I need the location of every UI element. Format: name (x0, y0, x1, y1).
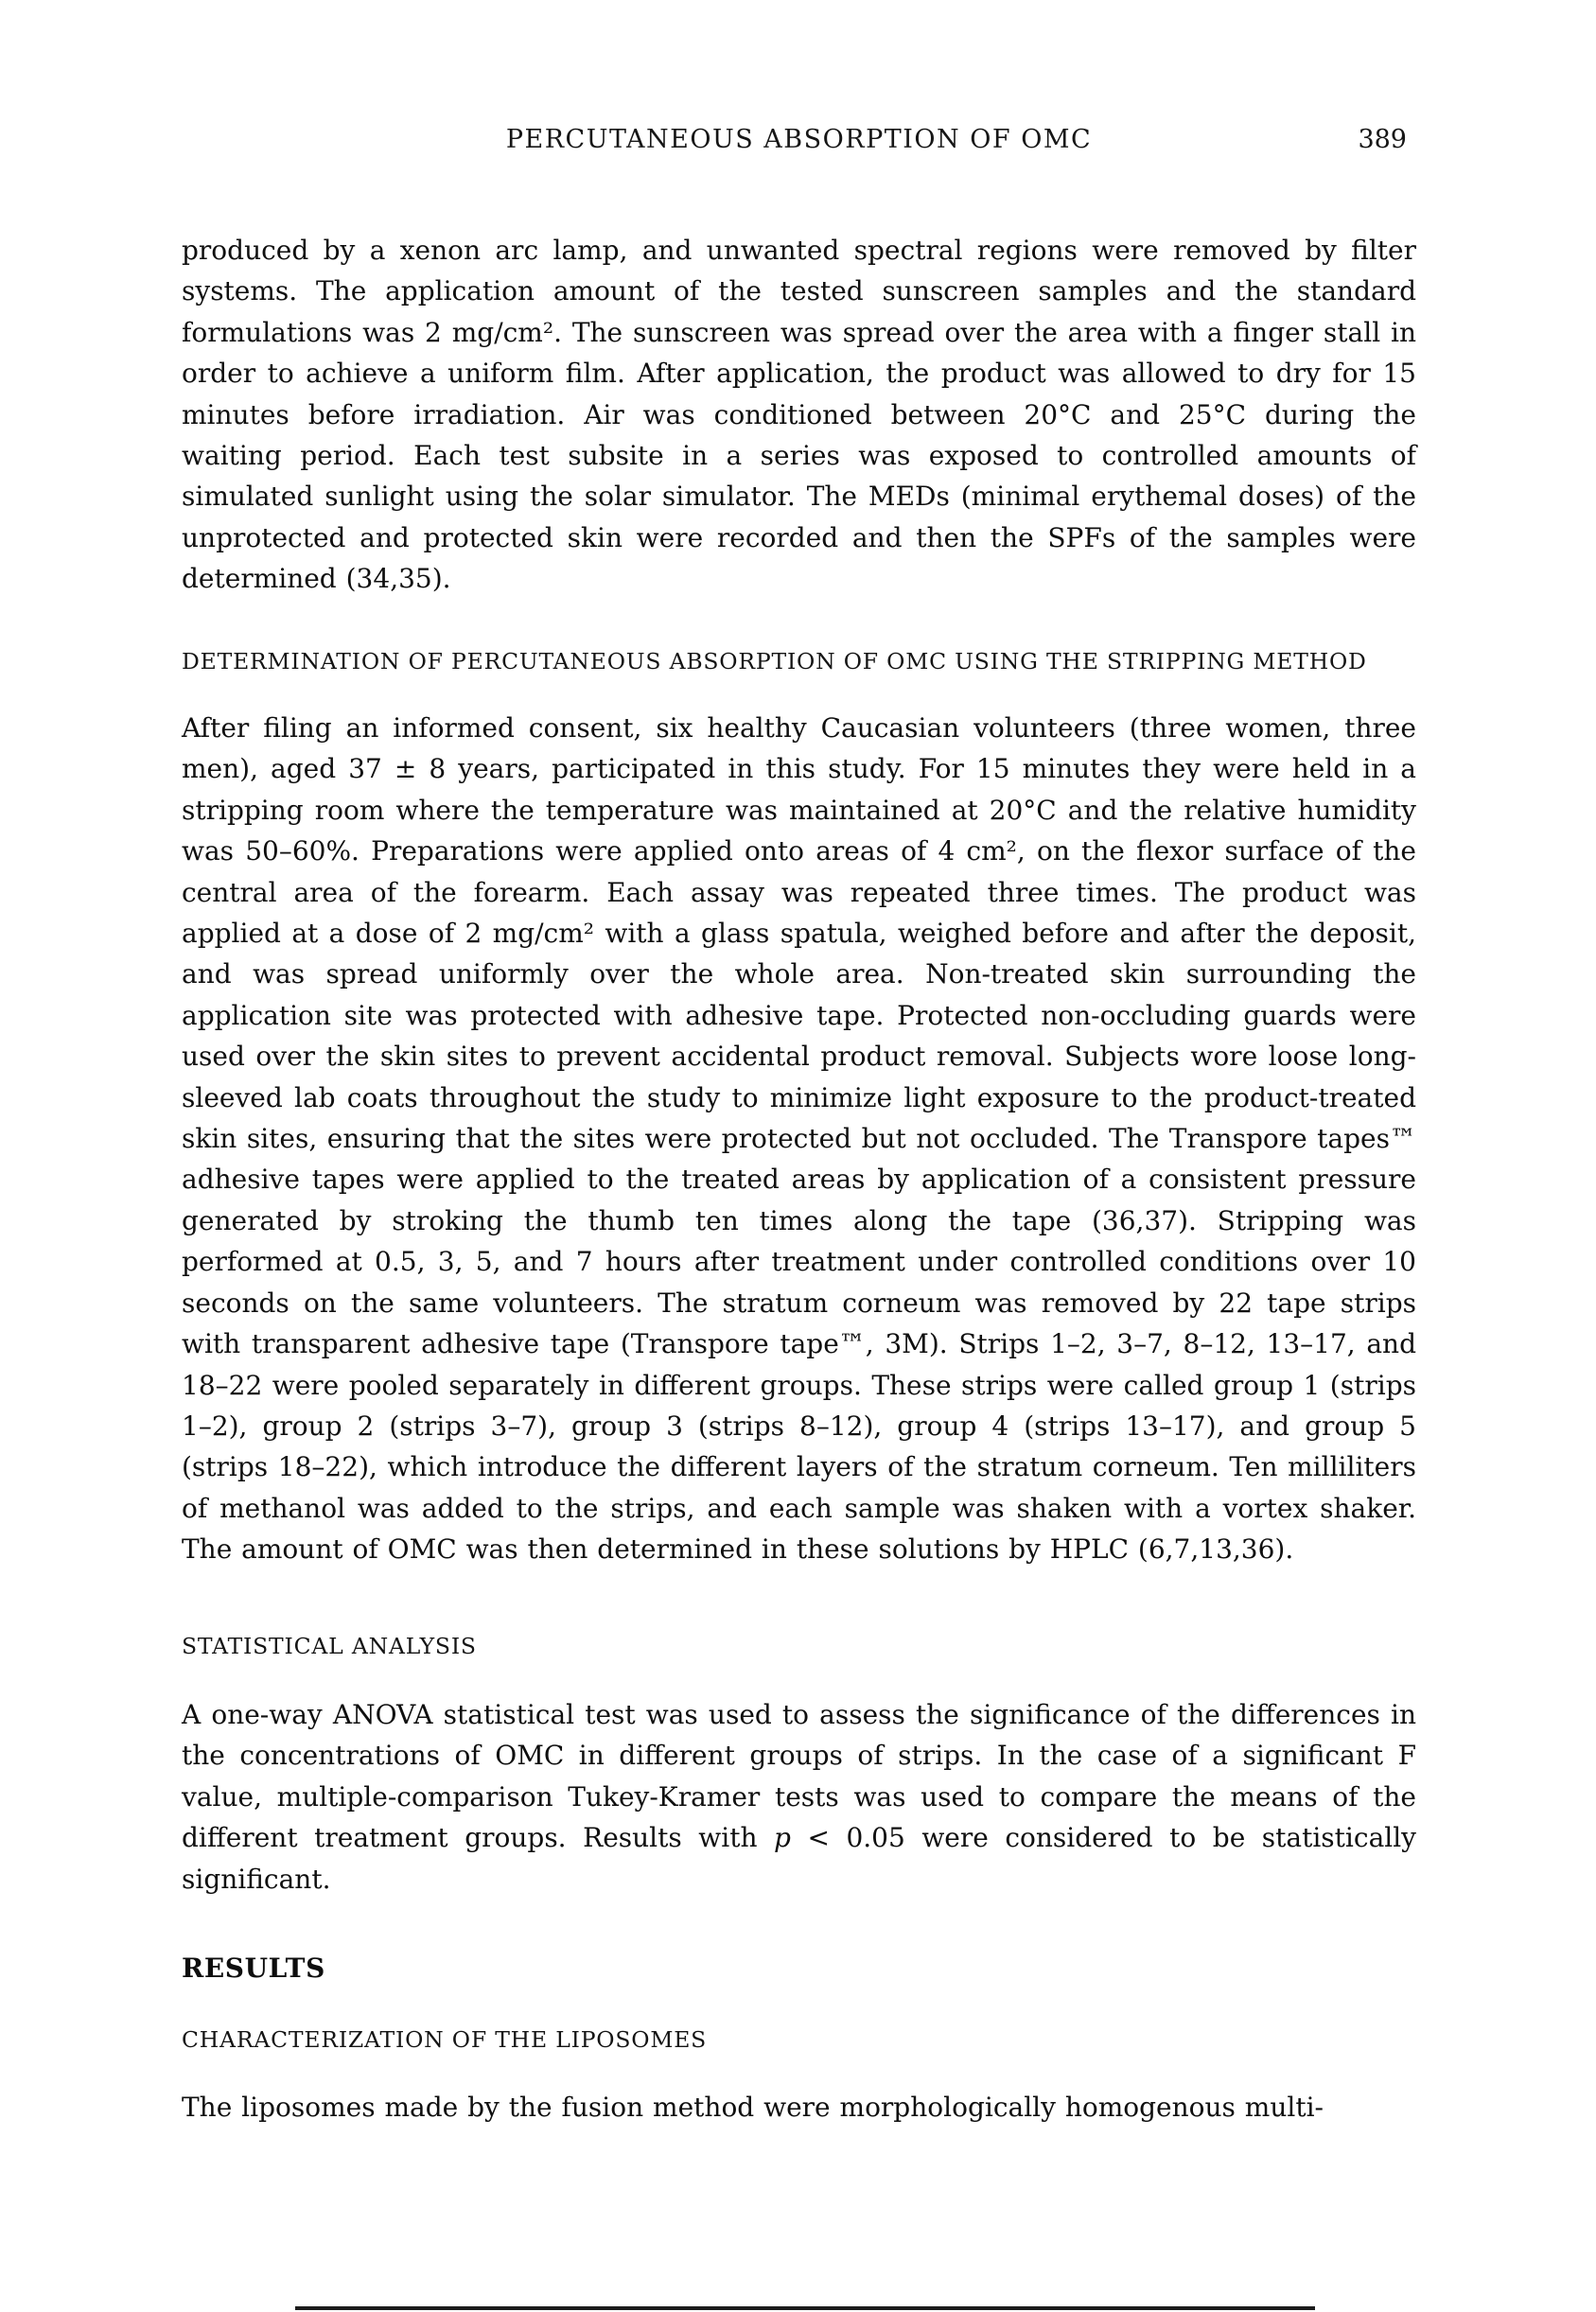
subsection-heading-characterization: CHARACTERIZATION OF THE LIPOSOMES (182, 2026, 708, 2053)
scan-artifact-line (295, 2306, 1315, 2310)
running-head-title: PERCUTANEOUS ABSORPTION OF OMC (505, 125, 1093, 154)
statistical-paragraph-text-before: A one-way ANOVA statistical test was used to assess the significance of the differences in the concentrations of OMC in different groups of strips. In the case of a significant F value, multiple-comparison Tukey-Kramer tests was used to compare the means of the different treatment groups. Results with (182, 1699, 1416, 1854)
statistical-analysis-paragraph (182, 1694, 1416, 1900)
intro-paragraph: produced by a xenon arc lamp, and unwanted spectral regions were removed by filter systems. The application amount of the tested sunscreen samples and the standard formulations was 2 mg/cm². The sunscreen was spread over the area with a finger stall in order to achieve a uniform film. After application, the product was allowed to dry for 15 minutes before irradiation. Air was conditioned between 20°C and 25°C during the waiting period. Each test subsite in a series was exposed to controlled amounts of simulated sunlight using the solar simulator. The MEDs (minimal erythemal doses) of the unprotected and protected skin were recorded and then the SPFs of the samples were determined (34,35). (182, 235, 1416, 595)
p-value-symbol: p (774, 1822, 791, 1854)
section-heading-stripping-method: DETERMINATION OF PERCUTANEOUS ABSORPTION OF OMC USING THE STRIPPING METHOD (182, 648, 1367, 674)
statistical-paragraph-text-after: < 0.05 were considered to be statistically significant. (182, 1822, 1416, 1895)
stripping-method-paragraph: After filing an informed consent, six healthy Caucasian volunteers (three women, three men), aged 37 ± 8 years, participated in this study. For 15 minutes they were held in a stripping room where the temperature was maintained at 20°C and the relative humidity was 50–60%. Preparations were applied onto areas of 4 cm², on the flexor surface of the central area of the forearm. Each assay was repeated three times. The product was applied at a dose of 2 mg/cm² with a glass spatula, weighed before and after the deposit, and was spread uniformly over the whole area. Non-treated skin surrounding the application site was protected with adhesive tape. Protected non-occluding guards were used over the skin sites to prevent accidental product removal. Subjects wore loose long-sleeved lab coats throughout the study to minimize light exposure to the product-treated skin sites, ensuring that the sites were protected but not occluded. The Transpore tapes™ adhesive tapes were applied to the treated areas by application of a consistent pressure generated by stroking the thumb ten times along the tape (36,37). Stripping was performed at 0.5, 3, 5, and 7 hours after treatment under controlled conditions over 10 seconds on the same volunteers. The stratum corneum was removed by 22 tape strips with transparent adhesive tape (Transpore tape™, 3M). Strips 1–2, 3–7, 8–12, 13–17, and 18–22 were pooled separately in different groups. These strips were called group 1 (strips 1–2), group 2 (strips 3–7), group 3 (strips 8–12), group 4 (strips 13–17), and group 5 (strips 18–22), which introduce the different layers of the stratum corneum. Ten milliliters of methanol was added to the strips, and each sample was shaken with a vortex shaker. The amount of OMC was then determined in these solutions by HPLC (6,7,13,36). (182, 712, 1416, 1566)
section-heading-statistical-analysis: STATISTICAL ANALYSIS (182, 1633, 477, 1659)
running-head (182, 125, 1416, 163)
liposomes-paragraph: The liposomes made by the fusion method were morphologically homogenous multi- (182, 2092, 1324, 2123)
page-number: 389 (1358, 125, 1407, 154)
results-heading: RESULTS (182, 1953, 325, 1984)
